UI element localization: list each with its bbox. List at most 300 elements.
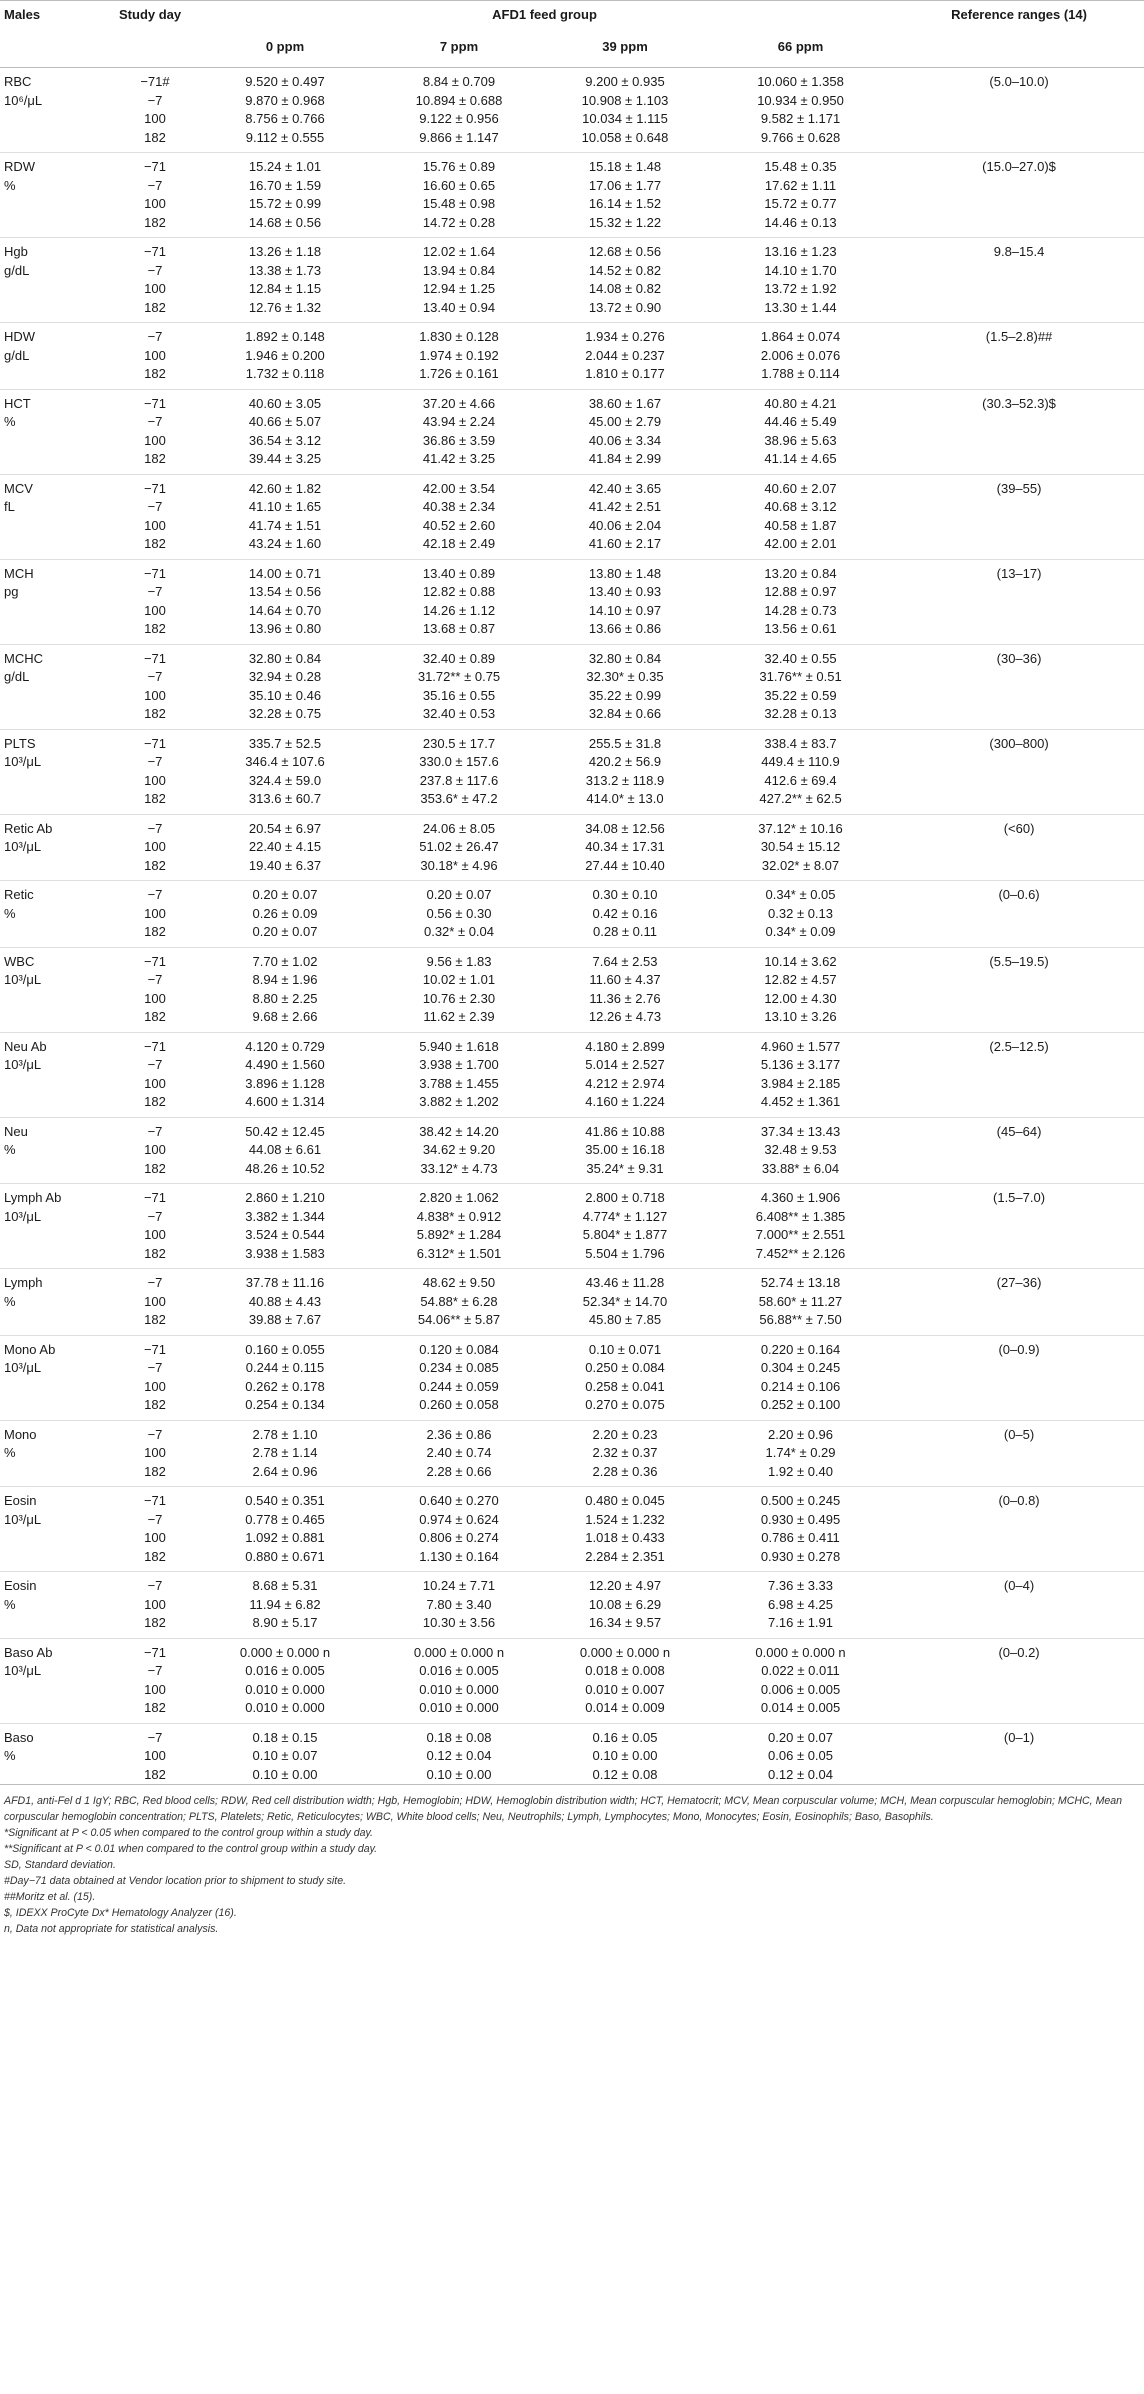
table-row: [0, 790, 1144, 814]
value-cell: 37.20 ± 4.66: [422, 395, 496, 411]
value-cell: 16.34 ± 9.57: [543, 1614, 707, 1638]
reference-cell-empty: [894, 705, 1144, 729]
value-cell: 12.88 ± 0.97: [764, 584, 837, 599]
reference-cell-empty: [894, 1396, 1144, 1420]
study-day-cell: 182: [115, 450, 195, 474]
parameter-cell-empty: [0, 1681, 115, 1700]
study-day-cell: 100: [144, 432, 166, 448]
value-cell: 13.26 ± 1.18: [248, 244, 322, 259]
value-cell: 33.12* ± 4.73: [375, 1160, 543, 1184]
study-day-cell: 182: [115, 923, 195, 947]
value-cell: 0.500 ± 0.245: [760, 1493, 841, 1508]
table-row: [0, 971, 1144, 990]
value-cell: 237.8 ± 117.6: [419, 772, 499, 788]
study-day-cell: 100: [144, 1227, 166, 1242]
value-cell: 4.452 ± 1.361: [707, 1093, 894, 1117]
parameter-cell-empty: [0, 687, 115, 706]
value-cell: 14.46 ± 0.13: [707, 214, 894, 238]
reference-cell-empty: [894, 990, 1144, 1009]
value-cell: 0.214 ± 0.106: [760, 1378, 841, 1394]
value-cell: 0.022 ± 0.011: [761, 1663, 840, 1678]
reference-cell-empty: [894, 857, 1144, 881]
study-day-cell: −7: [147, 262, 163, 278]
value-cell: 12.84 ± 1.15: [248, 281, 322, 296]
parameter-name: Eosin: [4, 1493, 37, 1508]
reference-range: (0–5): [1003, 1426, 1035, 1442]
reference-cell-empty: [894, 92, 1144, 111]
value-cell: 0.26 ± 0.09: [252, 905, 318, 921]
value-cell: 12.94 ± 1.25: [422, 281, 496, 296]
value-cell: 0.252 ± 0.100: [707, 1396, 894, 1420]
study-day-cell: −7: [147, 1729, 163, 1745]
table-row: [0, 347, 1144, 366]
table-row: [0, 1245, 1144, 1269]
value-cell: 40.06 ± 2.04: [588, 517, 662, 533]
reference-cell-empty: [894, 1681, 1144, 1700]
value-cell: 1.130 ± 0.164: [375, 1548, 543, 1572]
value-cell: 10.894 ± 0.688: [415, 92, 503, 108]
table-row: [0, 1596, 1144, 1615]
value-cell: 15.32 ± 1.22: [543, 214, 707, 238]
value-cell: 0.06 ± 0.05: [768, 1748, 833, 1763]
value-cell: 353.6* ± 47.2: [375, 790, 543, 814]
table-row: [0, 1359, 1144, 1378]
study-day-cell: 100: [144, 1293, 166, 1309]
reference-range: (5.0–10.0): [989, 74, 1049, 89]
study-day-cell: 100: [144, 111, 166, 126]
reference-cell-empty: [894, 1226, 1144, 1245]
value-cell: 32.02* ± 8.07: [707, 857, 894, 881]
value-cell: 40.58 ± 1.87: [764, 517, 837, 533]
parameter-name: MCHC: [4, 650, 43, 666]
value-cell: 52.34* ± 14.70: [582, 1293, 668, 1309]
reference-cell-empty: [894, 1662, 1144, 1681]
reference-cell-empty: [894, 668, 1144, 687]
study-day-cell: 182: [115, 1160, 195, 1184]
table-row: [0, 280, 1144, 299]
reference-cell-empty: [894, 299, 1144, 323]
value-cell: 10.30 ± 3.56: [375, 1614, 543, 1638]
value-cell: 4.180 ± 2.899: [585, 1038, 665, 1054]
parameter-cell-empty: [0, 705, 115, 729]
value-cell: 40.34 ± 17.31: [585, 839, 665, 854]
parameter-cell-empty: [0, 110, 115, 129]
value-cell: 58.60* ± 11.27: [758, 1293, 843, 1309]
reference-range: (5.5–19.5): [989, 953, 1049, 969]
header-feed-group: AFD1 feed group: [492, 7, 597, 22]
table-row: [0, 238, 1144, 262]
value-cell: 2.20 ± 0.96: [768, 1426, 833, 1442]
value-cell: 1.092 ± 0.881: [245, 1530, 325, 1545]
table-row: [0, 1226, 1144, 1245]
study-day-cell: 182: [115, 1614, 195, 1638]
value-cell: 2.820 ± 1.062: [419, 1190, 499, 1205]
value-cell: 41.14 ± 4.65: [707, 450, 894, 474]
value-cell: 0.20 ± 0.07: [252, 887, 318, 902]
value-cell: 42.00 ± 2.01: [707, 535, 894, 559]
reference-cell-empty: [894, 971, 1144, 990]
value-cell: 0.000 ± 0.000 n: [239, 1644, 331, 1660]
value-cell: 27.44 ± 10.40: [543, 857, 707, 881]
value-cell: 43.94 ± 2.24: [422, 414, 496, 429]
value-cell: 1.946 ± 0.200: [245, 347, 325, 363]
reference-cell-empty: [894, 790, 1144, 814]
reference-cell-empty: [894, 1056, 1144, 1075]
value-cell: 1.934 ± 0.276: [585, 329, 665, 344]
value-cell: 37.34 ± 13.43: [760, 1123, 841, 1139]
value-cell: 6.98 ± 4.25: [768, 1596, 833, 1612]
reference-cell-empty: [894, 498, 1144, 517]
table-row: [0, 474, 1144, 498]
value-cell: 48.62 ± 9.50: [422, 1275, 496, 1290]
study-day-cell: −71: [143, 953, 167, 969]
table-row: [0, 1529, 1144, 1548]
value-cell: 40.68 ± 3.12: [764, 499, 837, 514]
parameter-unit: g/dL: [4, 347, 30, 363]
table-row: [0, 1056, 1144, 1075]
value-cell: 0.254 ± 0.134: [195, 1396, 375, 1420]
value-cell: 0.880 ± 0.671: [195, 1548, 375, 1572]
parameter-cell-empty: [0, 365, 115, 389]
parameter-name: Retic: [4, 887, 34, 902]
study-day-cell: −71: [143, 1038, 167, 1054]
value-cell: 0.304 ± 0.245: [760, 1360, 841, 1375]
reference-cell-empty: [894, 413, 1144, 432]
reference-cell-empty: [894, 838, 1144, 857]
study-day-cell: 100: [144, 1748, 166, 1763]
parameter-unit: 10³/μL: [4, 754, 42, 769]
value-cell: 5.014 ± 2.527: [585, 1057, 665, 1072]
value-cell: 9.200 ± 0.935: [585, 74, 665, 89]
value-cell: 16.14 ± 1.52: [588, 196, 662, 211]
study-day-cell: 100: [144, 1596, 166, 1612]
table-row: [0, 905, 1144, 924]
value-cell: 0.220 ± 0.164: [760, 1341, 841, 1357]
table-row: [0, 1008, 1144, 1032]
study-day-cell: 100: [144, 1075, 166, 1091]
value-cell: 0.930 ± 0.495: [760, 1511, 841, 1527]
table-row: [0, 1269, 1144, 1293]
value-cell: 0.20 ± 0.07: [768, 1729, 833, 1745]
value-cell: 1.892 ± 0.148: [245, 329, 325, 344]
study-day-cell: −7: [147, 1663, 163, 1678]
table-row: [0, 365, 1144, 389]
parameter-name: RBC: [4, 74, 32, 89]
value-cell: 324.4 ± 59.0: [248, 772, 322, 788]
value-cell: 1.830 ± 0.128: [419, 329, 499, 344]
value-cell: 42.60 ± 1.82: [248, 480, 322, 496]
table-row: [0, 153, 1144, 177]
header-dose-66ppm: 66 ppm: [777, 39, 824, 54]
study-day-cell: −71: [143, 244, 167, 259]
value-cell: 7.452** ± 2.126: [707, 1245, 894, 1269]
value-cell: 14.26 ± 1.12: [422, 602, 496, 618]
value-cell: 0.12 ± 0.08: [543, 1766, 707, 1785]
value-cell: 22.40 ± 4.15: [248, 839, 322, 854]
value-cell: 32.94 ± 0.28: [248, 669, 322, 684]
value-cell: 13.94 ± 0.84: [422, 262, 496, 278]
header-blank-1: [0, 33, 115, 68]
parameter-unit: %: [4, 1748, 16, 1763]
value-cell: 13.20 ± 0.84: [764, 565, 837, 581]
table-row: [0, 1093, 1144, 1117]
value-cell: 0.010 ± 0.000: [375, 1699, 543, 1723]
header-study-day: Study day: [119, 7, 182, 22]
study-day-cell: −71: [143, 565, 167, 581]
value-cell: 40.06 ± 3.34: [588, 432, 662, 448]
value-cell: 17.62 ± 1.11: [764, 177, 837, 193]
value-cell: 2.006 ± 0.076: [760, 347, 841, 363]
study-day-cell: −7: [147, 177, 163, 193]
value-cell: 4.600 ± 1.314: [195, 1093, 375, 1117]
header-dose-0ppm: 0 ppm: [265, 39, 305, 54]
value-cell: 0.016 ± 0.005: [245, 1663, 325, 1678]
value-cell: 34.08 ± 12.56: [585, 820, 665, 836]
value-cell: 35.10 ± 0.46: [248, 687, 322, 703]
table-row: [0, 1548, 1144, 1572]
study-day-cell: −7: [147, 1057, 163, 1072]
value-cell: 15.72 ± 0.99: [248, 196, 322, 211]
study-day-cell: −71: [143, 159, 167, 174]
value-cell: 0.930 ± 0.278: [707, 1548, 894, 1572]
value-cell: 8.756 ± 0.766: [245, 111, 325, 126]
reference-cell-empty: [894, 450, 1144, 474]
value-cell: 1.74* ± 0.29: [765, 1445, 836, 1460]
parameter-cell-empty: [0, 790, 115, 814]
table-row: [0, 177, 1144, 196]
study-day-cell: −7: [147, 414, 163, 429]
value-cell: 0.30 ± 0.10: [592, 887, 658, 902]
value-cell: 9.68 ± 2.66: [195, 1008, 375, 1032]
value-cell: 3.896 ± 1.128: [245, 1075, 325, 1091]
table-row: [0, 1511, 1144, 1530]
value-cell: 54.88* ± 6.28: [420, 1293, 498, 1309]
reference-range: (2.5–12.5): [989, 1038, 1049, 1054]
value-cell: 330.0 ± 157.6: [419, 754, 499, 769]
value-cell: 38.42 ± 14.20: [419, 1123, 499, 1139]
parameter-cell-empty: [0, 1093, 115, 1117]
value-cell: 0.010 ± 0.000: [245, 1681, 325, 1697]
header-reference-ranges: Reference ranges (14): [951, 7, 1087, 22]
value-cell: 0.20 ± 0.07: [195, 923, 375, 947]
study-day-cell: 182: [115, 1311, 195, 1335]
table-row: [0, 498, 1144, 517]
parameter-name: HDW: [4, 329, 36, 344]
value-cell: 1.524 ± 1.232: [585, 1511, 665, 1527]
reference-cell-empty: [894, 129, 1144, 153]
value-cell: 10.08 ± 6.29: [588, 1596, 662, 1612]
value-cell: 1.732 ± 0.118: [195, 365, 375, 389]
value-cell: 12.20 ± 4.97: [588, 1578, 662, 1593]
study-day-cell: −7: [147, 669, 163, 684]
value-cell: 0.250 ± 0.084: [585, 1360, 665, 1375]
value-cell: 414.0* ± 13.0: [543, 790, 707, 814]
value-cell: 32.40 ± 0.53: [375, 705, 543, 729]
study-day-cell: 182: [115, 1008, 195, 1032]
study-day-cell: 182: [115, 1548, 195, 1572]
table-row: [0, 195, 1144, 214]
value-cell: 8.80 ± 2.25: [252, 990, 318, 1006]
value-cell: 0.234 ± 0.085: [419, 1360, 499, 1375]
value-cell: 51.02 ± 26.47: [419, 839, 499, 854]
study-day-cell: −71: [143, 735, 167, 751]
value-cell: 0.20 ± 0.07: [426, 887, 492, 902]
value-cell: 7.36 ± 3.33: [768, 1578, 833, 1593]
parameter-cell-empty: [0, 1396, 115, 1420]
value-cell: 32.40 ± 0.89: [422, 650, 496, 666]
table-body: [0, 68, 1144, 1785]
parameter-cell-empty: [0, 620, 115, 644]
table-row: [0, 389, 1144, 413]
value-cell: 14.52 ± 0.82: [588, 262, 662, 278]
value-cell: 32.84 ± 0.66: [543, 705, 707, 729]
reference-cell-empty: [894, 753, 1144, 772]
reference-cell-empty: [894, 195, 1144, 214]
value-cell: 43.24 ± 1.60: [195, 535, 375, 559]
study-day-cell: −71: [143, 480, 167, 496]
parameter-name: MCV: [4, 480, 33, 496]
value-cell: 11.94 ± 6.82: [249, 1596, 321, 1612]
value-cell: 0.12 ± 0.04: [707, 1766, 894, 1785]
value-cell: 4.212 ± 2.974: [585, 1075, 665, 1091]
value-cell: 41.74 ± 1.51: [248, 517, 322, 533]
parameter-cell-empty: [0, 1311, 115, 1335]
table-row: [0, 110, 1144, 129]
value-cell: 11.62 ± 2.39: [375, 1008, 543, 1032]
value-cell: 13.96 ± 0.80: [195, 620, 375, 644]
reference-range: (0–4): [1003, 1578, 1035, 1593]
study-day-cell: −7: [147, 754, 163, 769]
value-cell: 412.6 ± 69.4: [764, 772, 837, 788]
value-cell: 39.44 ± 3.25: [195, 450, 375, 474]
value-cell: 56.88** ± 7.50: [707, 1311, 894, 1335]
value-cell: 12.76 ± 1.32: [195, 299, 375, 323]
value-cell: 1.810 ± 0.177: [543, 365, 707, 389]
study-day-cell: 182: [115, 365, 195, 389]
value-cell: 17.06 ± 1.77: [588, 177, 662, 193]
value-cell: 9.582 ± 1.171: [760, 111, 841, 126]
parameter-unit: %: [4, 1445, 16, 1460]
table-row: [0, 1444, 1144, 1463]
table-row: [0, 1378, 1144, 1397]
reference-cell-empty: [894, 1463, 1144, 1487]
study-day-cell: −7: [147, 1275, 163, 1290]
value-cell: 30.54 ± 15.12: [760, 839, 841, 854]
table-row: [0, 923, 1144, 947]
table-row: [0, 1723, 1144, 1747]
study-day-cell: 100: [144, 347, 166, 363]
value-cell: 44.08 ± 6.61: [248, 1142, 322, 1157]
value-cell: 0.006 ± 0.005: [760, 1681, 841, 1697]
footnote: #Day−71 data obtained at Vendor location prior to shipment to study site.: [4, 1875, 347, 1887]
table-row: [0, 838, 1144, 857]
table-row: [0, 413, 1144, 432]
value-cell: 313.6 ± 60.7: [195, 790, 375, 814]
parameter-cell-empty: [0, 923, 115, 947]
value-cell: 13.38 ± 1.73: [248, 262, 322, 278]
value-cell: 7.000** ± 2.551: [755, 1227, 846, 1242]
value-cell: 39.88 ± 7.67: [195, 1311, 375, 1335]
value-cell: 0.120 ± 0.084: [419, 1341, 499, 1357]
value-cell: 0.32* ± 0.04: [375, 923, 543, 947]
table-row: [0, 92, 1144, 111]
table-row: [0, 814, 1144, 838]
reference-cell-empty: [894, 1596, 1144, 1615]
value-cell: 12.68 ± 0.56: [588, 244, 662, 259]
value-cell: 2.284 ± 2.351: [543, 1548, 707, 1572]
value-cell: 14.28 ± 0.73: [764, 602, 837, 618]
table-row: [0, 1117, 1144, 1141]
value-cell: 3.938 ± 1.700: [419, 1057, 499, 1072]
reference-cell-empty: [894, 687, 1144, 706]
reference-cell-empty: [894, 1444, 1144, 1463]
value-cell: 4.960 ± 1.577: [760, 1038, 841, 1054]
parameter-unit: 10³/μL: [4, 1057, 42, 1072]
value-cell: 0.244 ± 0.115: [245, 1360, 325, 1375]
parameter-name: Hgb: [4, 244, 28, 259]
value-cell: 10.24 ± 7.71: [422, 1578, 496, 1593]
value-cell: 14.08 ± 0.82: [588, 281, 662, 296]
value-cell: 0.18 ± 0.08: [426, 1729, 492, 1745]
table-row: [0, 1662, 1144, 1681]
value-cell: 0.34* ± 0.09: [707, 923, 894, 947]
study-day-cell: −71: [143, 395, 167, 411]
parameter-cell-empty: [0, 432, 115, 451]
table-row: [0, 990, 1144, 1009]
reference-cell-empty: [894, 905, 1144, 924]
reference-cell-empty: [894, 1359, 1144, 1378]
value-cell: 0.018 ± 0.008: [585, 1663, 665, 1678]
value-cell: 32.28 ± 0.13: [707, 705, 894, 729]
value-cell: 8.94 ± 1.96: [252, 972, 318, 987]
parameter-cell-empty: [0, 129, 115, 153]
value-cell: 0.010 ± 0.007: [585, 1681, 665, 1697]
study-day-cell: 100: [144, 1681, 166, 1697]
parameter-cell-empty: [0, 1529, 115, 1548]
parameter-unit: %: [4, 1142, 16, 1157]
value-cell: 10.14 ± 3.62: [764, 953, 837, 969]
parameter-cell-empty: [0, 1699, 115, 1723]
value-cell: 230.5 ± 17.7: [422, 735, 496, 751]
value-cell: 9.870 ± 0.968: [245, 92, 325, 108]
value-cell: 10.76 ± 2.30: [422, 990, 496, 1006]
study-day-cell: 182: [115, 129, 195, 153]
table-row: [0, 729, 1144, 753]
value-cell: 52.74 ± 13.18: [760, 1275, 841, 1290]
value-cell: 8.68 ± 5.31: [252, 1578, 318, 1593]
parameter-unit: 10⁶/μL: [4, 92, 43, 108]
reference-range: (45–64): [996, 1123, 1042, 1139]
value-cell: 2.78 ± 1.10: [252, 1426, 318, 1442]
parameter-cell-empty: [0, 1766, 115, 1785]
value-cell: 32.80 ± 0.84: [588, 650, 662, 666]
value-cell: 10.02 ± 1.01: [422, 972, 496, 987]
parameter-unit: %: [4, 1596, 16, 1612]
header-blank-3: [894, 33, 1144, 68]
value-cell: 9.766 ± 0.628: [707, 129, 894, 153]
reference-cell-empty: [894, 583, 1144, 602]
value-cell: 30.18* ± 4.96: [375, 857, 543, 881]
reference-cell-empty: [894, 1093, 1144, 1117]
value-cell: 10.058 ± 0.648: [543, 129, 707, 153]
parameter-unit: %: [4, 177, 16, 193]
parameter-cell-empty: [0, 1226, 115, 1245]
value-cell: 13.68 ± 0.87: [375, 620, 543, 644]
value-cell: 14.00 ± 0.71: [248, 565, 322, 581]
value-cell: 35.16 ± 0.55: [422, 687, 496, 703]
table-row: [0, 1208, 1144, 1227]
parameter-name: Mono Ab: [4, 1341, 56, 1357]
